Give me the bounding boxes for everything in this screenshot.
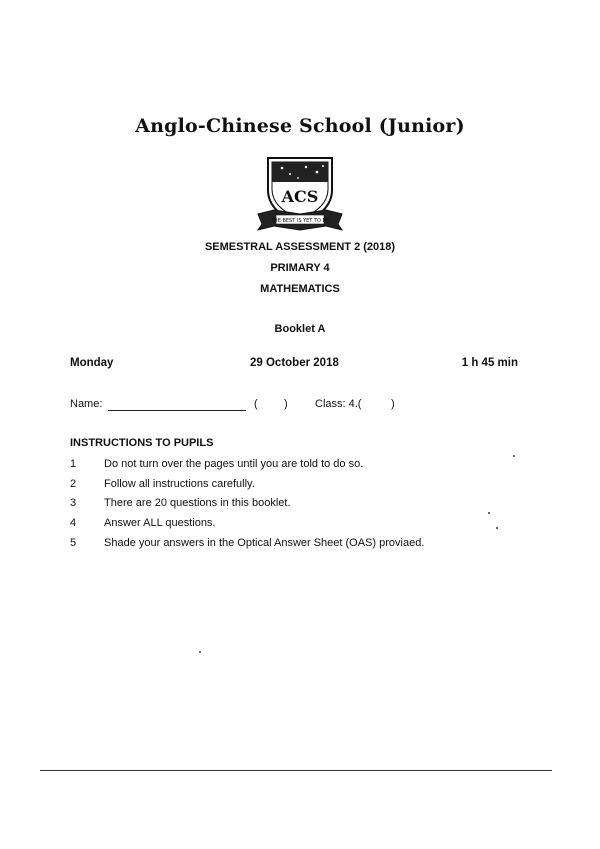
instruction-text: There are 20 questions in this booklet.	[104, 497, 291, 509]
instruction-number: 2	[70, 478, 77, 490]
booklet-label: Booklet A	[274, 323, 326, 335]
school-crest-icon	[254, 152, 346, 234]
instruction-number: 3	[70, 497, 77, 509]
instruction-item	[70, 458, 530, 474]
exam-day: Monday	[70, 357, 114, 369]
crest-motto: THE BEST IS YET TO BE	[270, 218, 330, 224]
name-field[interactable]	[108, 410, 246, 411]
instruction-item	[70, 478, 530, 494]
scan-speck	[199, 651, 201, 653]
assessment-subject: MATHEMATICS	[260, 283, 340, 295]
svg-text:ACS: ACS	[281, 187, 319, 206]
exam-date: 29 October 2018	[250, 357, 339, 369]
instruction-item	[70, 497, 530, 513]
instruction-text: Answer ALL questions.	[104, 517, 216, 529]
instruction-number: 4	[70, 517, 77, 529]
instruction-item	[70, 517, 530, 533]
name-label: Name:	[70, 398, 103, 410]
exam-duration: 1 h 45 min	[461, 357, 518, 369]
instruction-text: Shade your answers in the Optical Answer Sheet (OAS) proviaed.	[104, 537, 425, 549]
index-bracket-close: )	[284, 398, 288, 410]
assessment-level: PRIMARY 4	[270, 262, 330, 274]
bottom-divider	[40, 770, 552, 771]
index-bracket-open: (	[254, 398, 258, 410]
instruction-item	[70, 537, 530, 553]
class-bracket-close: )	[391, 398, 395, 410]
school-name: Anglo-Chinese School (Junior)	[135, 115, 465, 137]
instruction-number: 5	[70, 537, 77, 549]
scan-speck	[488, 512, 490, 514]
exam-meta-row	[70, 357, 518, 373]
scan-speck	[513, 455, 515, 457]
scan-speck	[496, 527, 498, 529]
assessment-title: SEMESTRAL ASSESSMENT 2 (2018)	[204, 241, 396, 253]
student-details-row	[70, 398, 470, 414]
instruction-number: 1	[70, 458, 77, 470]
instructions-heading: INSTRUCTIONS TO PUPILS	[70, 437, 214, 449]
instruction-text: Follow all instructions carefully.	[104, 478, 255, 490]
class-label: Class: 4.(	[315, 398, 362, 410]
instruction-text: Do not turn over the pages until you are told to do so.	[104, 458, 364, 470]
